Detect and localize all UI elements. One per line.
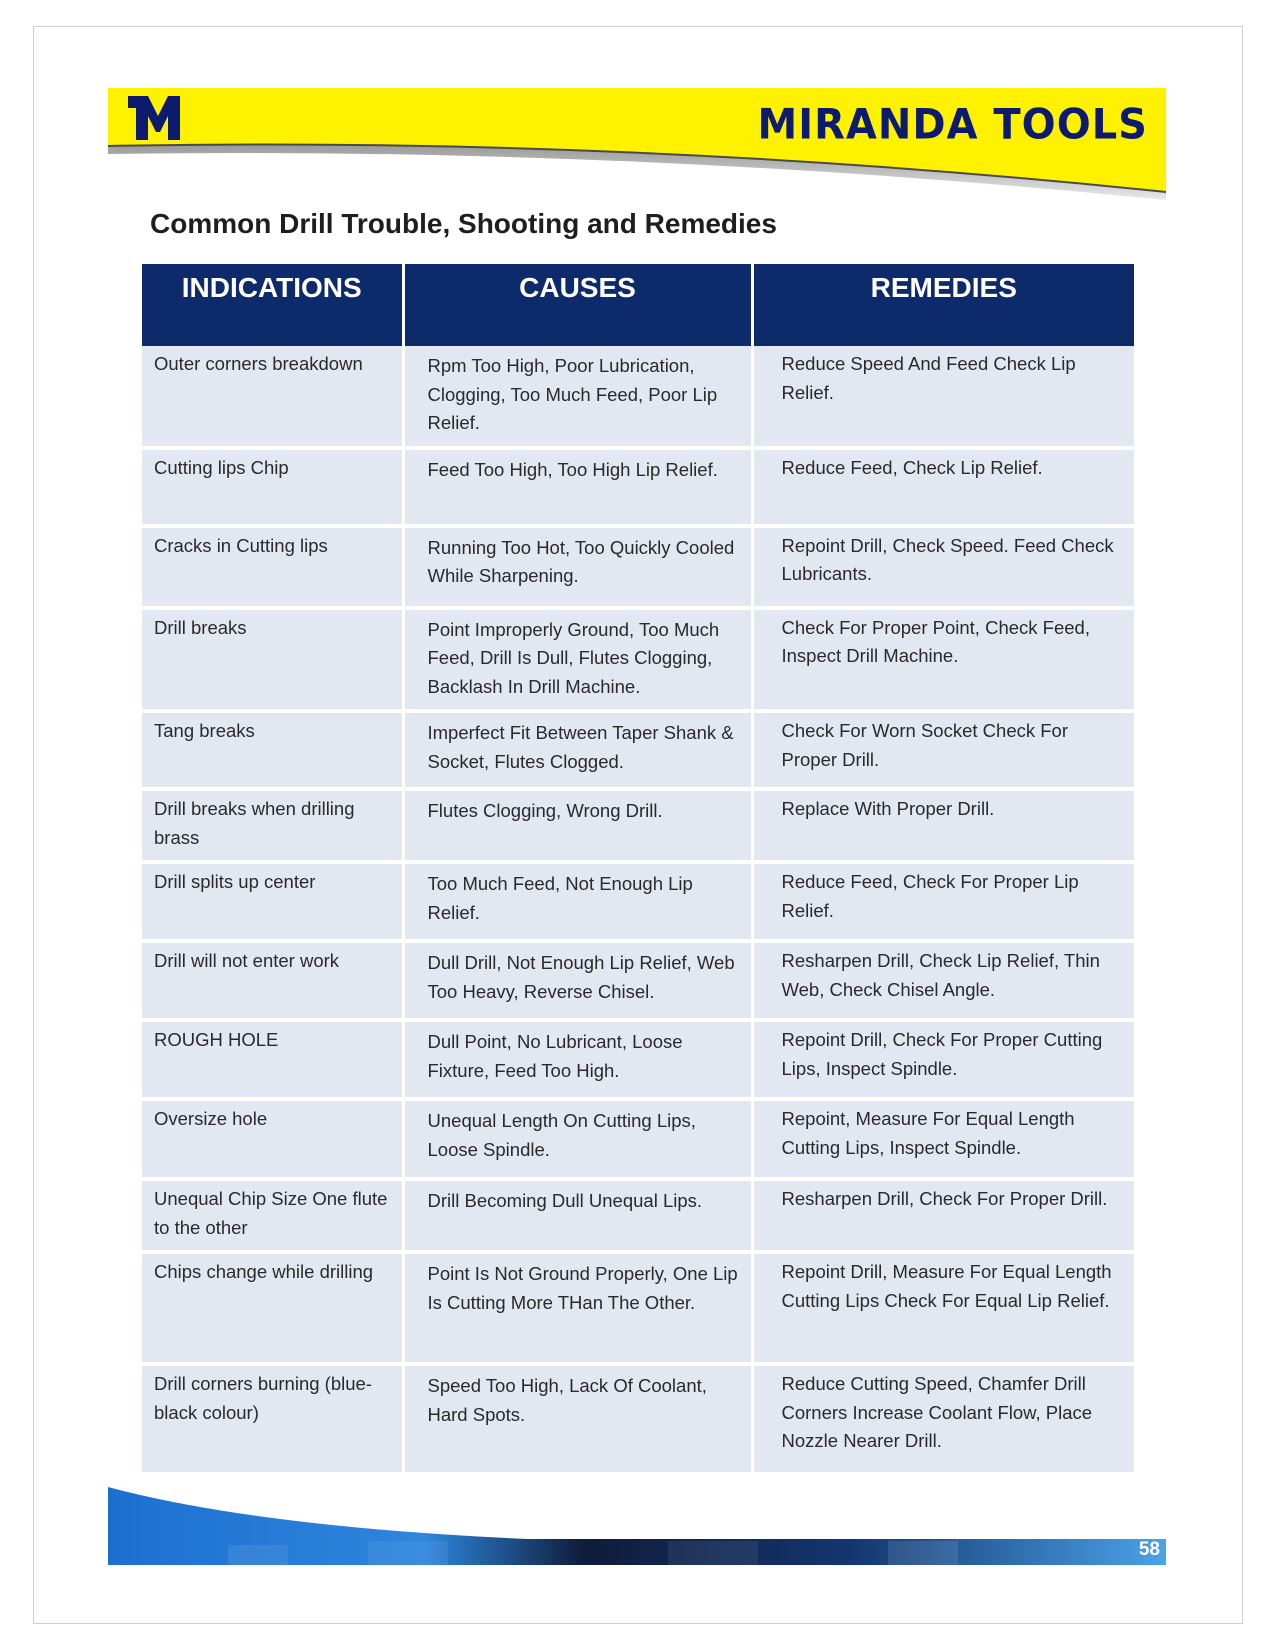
table-row [142, 1364, 1134, 1474]
remedy-cell: Resharpen Drill, Check For Proper Drill. [752, 1179, 1134, 1252]
indication-cell: Unequal Chip Size One flute to the other [142, 1179, 403, 1252]
indication-cell: Cracks in Cutting lips [142, 526, 403, 608]
indication-cell: ROUGH HOLE [142, 1020, 403, 1099]
table-header-row [142, 264, 1134, 346]
table-row [142, 1099, 1134, 1179]
cause-cell: Unequal Length On Cutting Lips, Loose Spindle. [403, 1099, 752, 1179]
cause-cell: Speed Too High, Lack Of Coolant, Hard Spots. [403, 1364, 752, 1474]
indication-cell: Tang breaks [142, 711, 403, 789]
table-row [142, 346, 1134, 448]
brand-name: MIRANDA TOOLS [757, 100, 1148, 150]
header-indications: INDICATIONS [142, 264, 403, 346]
cause-cell: Dull Drill, Not Enough Lip Relief, Web Too Heavy, Reverse Chisel. [403, 941, 752, 1020]
page-number: 58 [1138, 1539, 1160, 1560]
remedy-cell: Check For Worn Socket Check For Proper Drill. [752, 711, 1134, 789]
trouble-shooting-table [142, 264, 1134, 1476]
remedy-cell: Repoint, Measure For Equal Length Cutting Lips, Inspect Spindle. [752, 1099, 1134, 1179]
cause-cell: Rpm Too High, Poor Lubrication, Clogging, Too Much Feed, Poor Lip Relief. [403, 346, 752, 448]
cause-cell: Dull Point, No Lubricant, Loose Fixture, Feed Too High. [403, 1020, 752, 1099]
indication-cell: Chips change while drilling [142, 1252, 403, 1364]
remedy-cell: Reduce Feed, Check For Proper Lip Relief. [752, 862, 1134, 941]
remedy-cell: Resharpen Drill, Check Lip Relief, Thin Web, Check Chisel Angle. [752, 941, 1134, 1020]
remedy-cell: Replace With Proper Drill. [752, 789, 1134, 862]
header-banner [108, 88, 1168, 210]
indication-cell: Drill splits up center [142, 862, 403, 941]
table-row [142, 789, 1134, 862]
indication-cell: Drill breaks when drilling brass [142, 789, 403, 862]
cause-cell: Point Is Not Ground Properly, One Lip Is Cutting More THan The Other. [403, 1252, 752, 1364]
footer-banner-graphic [108, 1487, 1168, 1565]
footer-banner [108, 1487, 1168, 1565]
indication-cell: Drill corners burning (blue-black colour) [142, 1364, 403, 1474]
remedy-cell: Reduce Cutting Speed, Chamfer Drill Corners Increase Coolant Flow, Place Nozzle Nearer Drill. [752, 1364, 1134, 1474]
remedy-cell: Repoint Drill, Check Speed. Feed Check Lubricants. [752, 526, 1134, 608]
table-row [142, 1179, 1134, 1252]
remedy-cell: Repoint Drill, Check For Proper Cutting Lips, Inspect Spindle. [752, 1020, 1134, 1099]
indication-cell: Outer corners breakdown [142, 346, 403, 448]
indication-cell: Drill will not enter work [142, 941, 403, 1020]
cause-cell: Running Too Hot, Too Quickly Cooled While Sharpening. [403, 526, 752, 608]
cause-cell: Too Much Feed, Not Enough Lip Relief. [403, 862, 752, 941]
table-row [142, 711, 1134, 789]
cause-cell: Point Improperly Ground, Too Much Feed, Drill Is Dull, Flutes Clogging, Backlash In Drill Machine. [403, 608, 752, 712]
remedy-cell: Repoint Drill, Measure For Equal Length Cutting Lips Check For Equal Lip Relief. [752, 1252, 1134, 1364]
table-row [142, 608, 1134, 712]
remedy-cell: Reduce Feed, Check Lip Relief. [752, 448, 1134, 526]
indication-cell: Cutting lips Chip [142, 448, 403, 526]
table-row [142, 1252, 1134, 1364]
page-title: Common Drill Trouble, Shooting and Remedies [150, 208, 777, 239]
cause-cell: Feed Too High, Too High Lip Relief. [403, 448, 752, 526]
indication-cell: Oversize hole [142, 1099, 403, 1179]
header-causes: CAUSES [403, 264, 752, 346]
cause-cell: Imperfect Fit Between Taper Shank & Socket, Flutes Clogged. [403, 711, 752, 789]
indication-cell: Drill breaks [142, 608, 403, 712]
table-row [142, 448, 1134, 526]
remedy-cell: Reduce Speed And Feed Check Lip Relief. [752, 346, 1134, 448]
header-remedies: REMEDIES [752, 264, 1134, 346]
table-row [142, 862, 1134, 941]
cause-cell: Drill Becoming Dull Unequal Lips. [403, 1179, 752, 1252]
table-row [142, 1020, 1134, 1099]
remedy-cell: Check For Proper Point, Check Feed, Inspect Drill Machine. [752, 608, 1134, 712]
table-row [142, 526, 1134, 608]
table-row [142, 941, 1134, 1020]
cause-cell: Flutes Clogging, Wrong Drill. [403, 789, 752, 862]
